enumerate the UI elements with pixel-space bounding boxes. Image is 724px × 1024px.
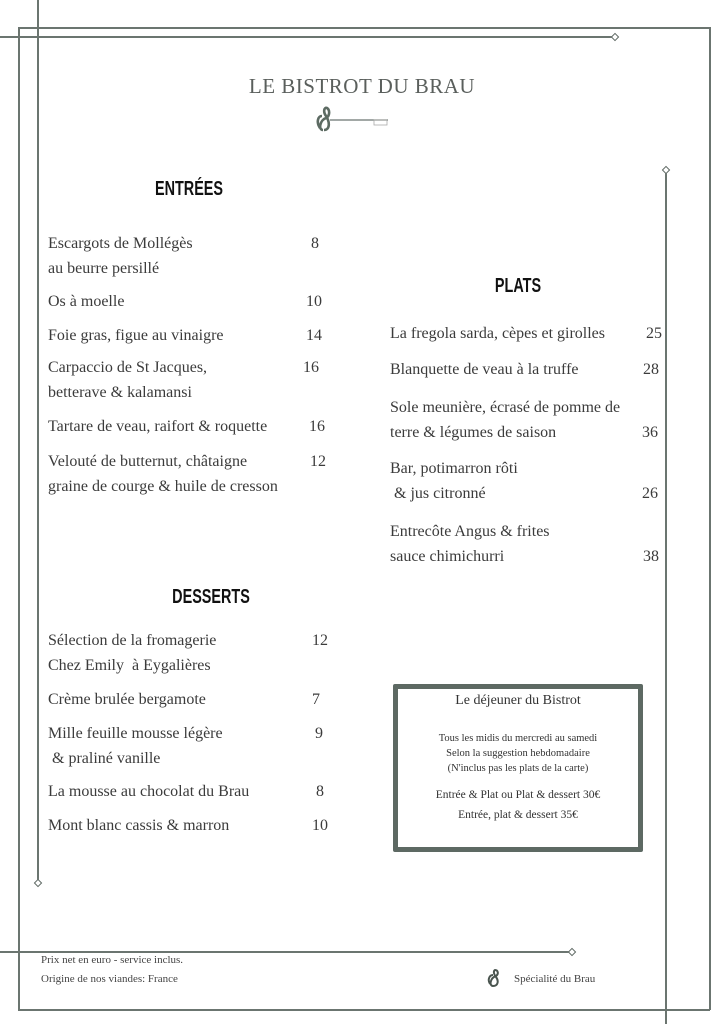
menu-item-name-line: betterave & kalamansi [48,384,192,401]
lunch-note: (N'inclus pas les plats de la carte) [447,763,589,774]
menu-item-entrees [48,449,278,499]
menu-item-name-line: & praliné vanille [48,750,161,767]
menu-item-name-line: Crème brulée bergamote [48,691,206,708]
menu-item-entrees [48,289,124,314]
menu-item-price: 12 [312,632,328,649]
menu-item-price: 9 [315,725,323,742]
lunch-title: Le déjeuner du Bistrot [455,693,581,708]
menu-item-entrees [48,414,267,439]
menu-item-desserts [48,813,229,838]
menu-item-price: 12 [310,453,326,470]
menu-item-plats [390,321,605,346]
menu-item-entrees [48,355,207,405]
menu-item-name-line: sauce chimichurri [390,548,505,565]
accent-diamond-left [34,879,42,887]
restaurant-title: LE BISTROT DU BRAU [248,74,476,98]
menu-item-price: 25 [646,325,662,342]
menu-item-price: 26 [642,485,658,502]
lunch-offer-box [393,684,643,852]
heading-plats: PLATS [494,275,542,297]
accent-diamond-right [662,166,670,174]
menu-item-plats [390,395,620,445]
menu-item-name-line: Foie gras, figue au vinaigre [48,327,224,344]
menu-item-plats [390,456,518,506]
menu-item-name-line: au beurre persillé [48,260,160,277]
menu-item-name-line: Blanquette de veau à la truffe [390,361,579,378]
menu-item-name-line: Entrecôte Angus & frites [390,523,550,540]
frame-left [18,27,20,1010]
menu-item-name-line: La fregola sarda, cèpes et girolles [390,325,606,342]
menu-item-name-line: graine de courge & huile de cresson [48,478,278,495]
menu-item-name-line: Tartare de veau, raifort & roquette [48,418,268,435]
menu-item-price: 16 [303,359,319,376]
footer-specialty-legend: Spécialité du Brau [514,973,596,985]
menu-item-name-line: Chez Emily à Eygalières [48,657,211,674]
menu-item-name-line: & jus citronné [390,485,486,502]
menu-item-name-line: Mille feuille mousse légère [48,725,223,742]
accent-line-left [37,0,39,882]
menu-item-name-line: Sole meunière, écrasé de pomme de [390,399,621,416]
menu-item-desserts [48,628,216,678]
menu-item-name-line: Carpaccio de St Jacques, [48,359,208,376]
frame-right [709,27,711,1010]
menu-item-name-line: La mousse au chocolat du Brau [48,783,250,800]
menu-item-desserts [48,721,223,771]
heading-desserts: DESSERTS [172,586,250,608]
menu-item-name-line: Mont blanc cassis & marron [48,817,230,834]
menu-item-desserts [48,687,206,712]
accent-line-bottom [0,951,570,953]
menu-item-price: 28 [643,361,659,378]
accent-line-right [665,171,667,1024]
heading-entrees: ENTRÉES [154,178,224,200]
accent-diamond-bottom [568,948,576,956]
menu-item-name-line: terre & légumes de saison [390,424,557,441]
menu-item-plats [390,519,550,569]
menu-item-desserts [48,779,249,804]
accent-diamond-top [611,33,619,41]
frame-bottom [18,1009,710,1011]
menu-item-name-line: Escargots de Mollégès [48,235,193,252]
menu-item-entrees [48,323,224,348]
footer-meat-origin: Origine de nos viandes: France [41,973,178,985]
specialty-logo-icon [487,969,503,992]
frame-top [18,27,710,29]
lunch-offer-two-courses: Entrée & Plat ou Plat & dessert 30€ [435,789,601,801]
menu-item-name-line: Os à moelle [48,293,125,310]
menu-item-price: 10 [306,293,322,310]
lunch-days: Tous les midis du mercredi au samedi [438,733,598,744]
menu-item-entrees [48,231,193,281]
menu-item-name-line: Sélection de la fromagerie [48,632,217,649]
menu-item-name-line: Velouté de butternut, châtaigne [48,453,248,470]
menu-item-price: 7 [312,691,320,708]
menu-item-price: 14 [306,327,322,344]
accent-line-top [0,36,614,38]
menu-item-price: 36 [642,424,658,441]
lunch-suggestion: Selon la suggestion hebdomadaire [446,748,590,759]
footer-price-note: Prix net en euro - service inclus. [41,954,184,966]
menu-item-price: 16 [309,418,325,435]
menu-item-price: 8 [316,783,324,800]
lunch-offer-three-courses: Entrée, plat & dessert 35€ [458,809,578,821]
menu-item-name-line: Bar, potimarron rôti [390,460,518,477]
menu-item-price: 10 [312,817,328,834]
menu-item-price: 8 [311,235,319,252]
key-logo-icon [314,104,394,134]
menu-item-plats [390,357,579,382]
menu-item-price: 38 [643,548,659,565]
